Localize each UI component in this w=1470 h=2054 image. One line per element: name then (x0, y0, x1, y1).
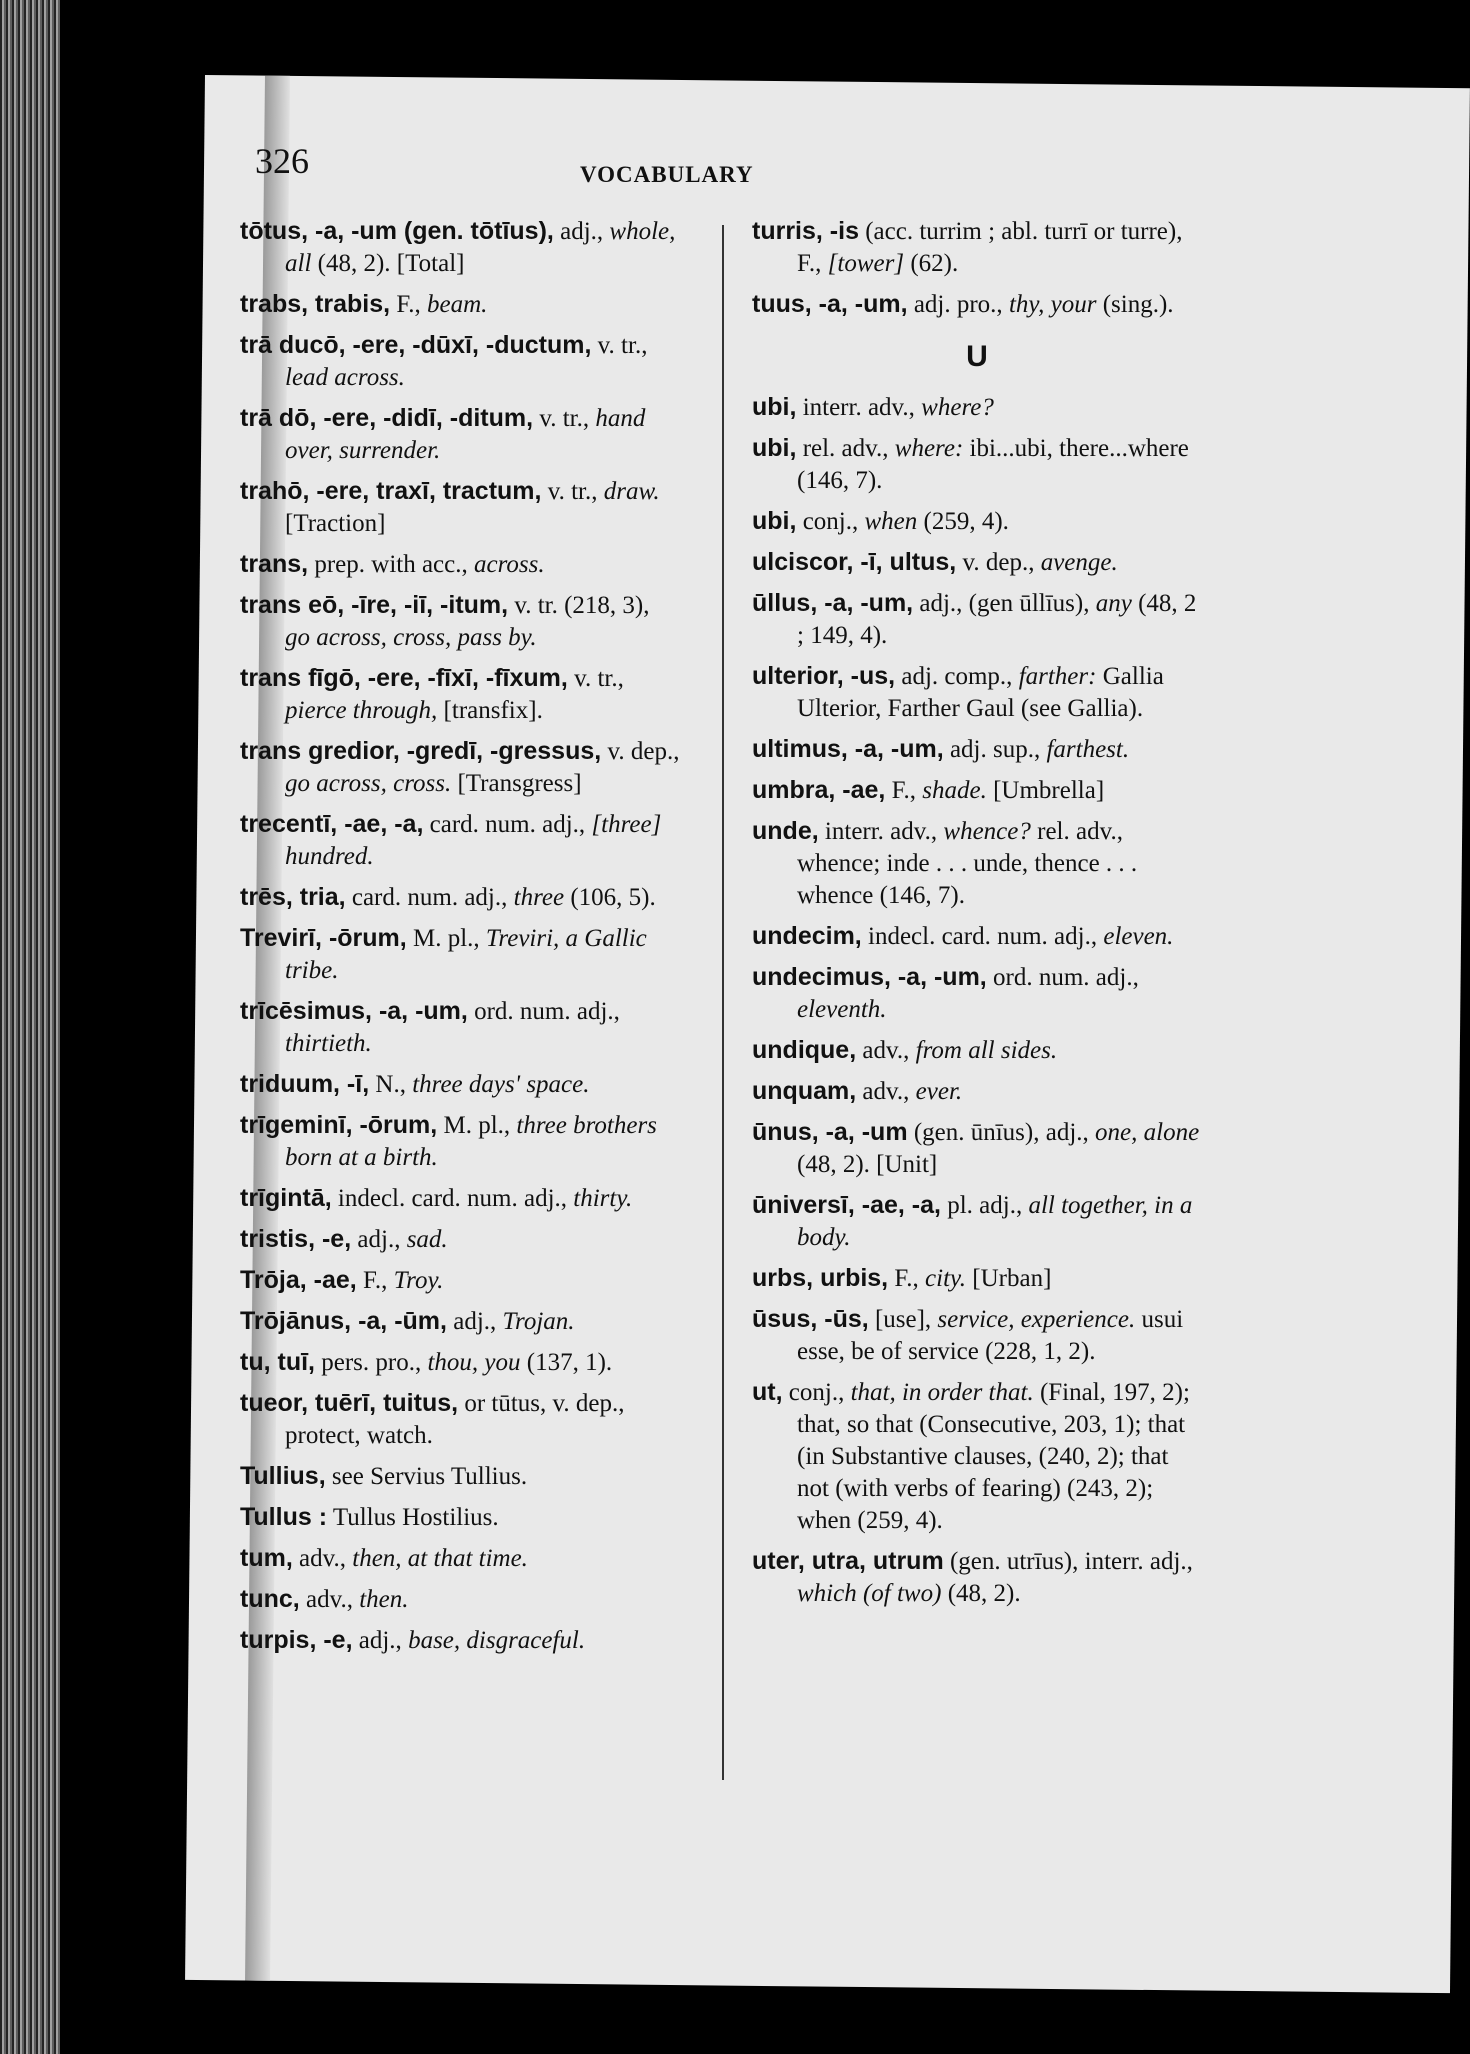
vocab-entry (240, 288, 680, 321)
grammar-note: v. dep., (956, 549, 1041, 576)
vocab-entry (240, 402, 680, 467)
entry-tail: usui esse, be of service (228, 1, 2). (797, 1306, 1184, 1365)
definition: thou, you (427, 1349, 521, 1376)
vocab-entry (752, 1262, 1202, 1295)
headword: Tullius, (240, 1462, 326, 1490)
definition: service, experience. (937, 1306, 1136, 1333)
entry-tail: (Final, 197, 2); that, so that (Consecutive, 203, 1); that (in Substantive clauses, (240, 2); that not (with verbs of fearing) (243, 2); when (259, 4). (797, 1379, 1190, 1534)
vocab-entry (240, 1346, 680, 1379)
headword: trans fīgō, -ere, -fīxī, -fīxum, (240, 664, 568, 692)
headword: trecentī, -ae, -a, (240, 810, 424, 838)
vocab-entry (752, 660, 1202, 725)
entry-tail: (259, 4). (917, 508, 1009, 535)
grammar-note: v. tr., (533, 405, 596, 432)
grammar-note: conj., (782, 1379, 851, 1406)
headword: Trōjānus, -a, -ūm, (240, 1307, 447, 1335)
definition: across. (474, 551, 545, 578)
headword: tunc, (240, 1585, 300, 1613)
definition: lead across. (285, 364, 405, 391)
grammar-note: adv., (856, 1078, 916, 1105)
grammar-note: adj. comp., (895, 663, 1019, 690)
headword: tuus, -a, -um, (752, 290, 908, 318)
definition: base, disgraceful. (408, 1627, 586, 1654)
definition: where: (894, 435, 964, 462)
vocab-entry (240, 1109, 680, 1174)
headword: trabs, trabis, (240, 290, 391, 318)
vocab-entry (240, 735, 680, 800)
vocab-entry (752, 815, 1202, 912)
grammar-note: adv., (299, 1586, 360, 1613)
vocab-entry (752, 733, 1202, 766)
entry-tail: (62). (904, 250, 959, 277)
vocab-entry (752, 1545, 1202, 1610)
definition: whole, all (285, 218, 676, 277)
grammar-note: ord. num. adj., (986, 964, 1139, 991)
vocab-entry (752, 961, 1202, 1026)
definition: whence? (943, 818, 1031, 845)
vocab-entry (752, 1034, 1202, 1067)
definition: beam. (426, 291, 488, 318)
definition: where? (921, 394, 994, 421)
definition: eleven. (1103, 923, 1174, 950)
headword: trēs, tria, (240, 883, 346, 911)
vocab-entry (752, 432, 1202, 497)
entry-tail: [Transgress] (451, 770, 582, 797)
right-column (752, 215, 1202, 1618)
grammar-note: adj., (446, 1308, 503, 1335)
headword: ut, (752, 1378, 783, 1406)
vocab-entry (240, 1501, 680, 1534)
vocab-entry (240, 1387, 680, 1452)
headword: turris, -is (752, 217, 859, 245)
headword: Trevirī, -ōrum, (240, 924, 407, 952)
entry-tail: (sing.). (1096, 291, 1174, 318)
left-column (240, 215, 680, 1665)
headword: tōtus, -a, -um (gen. tōtīus), (240, 217, 554, 245)
grammar-note: adj. sup., (943, 736, 1047, 763)
headword: ubi, (752, 434, 797, 462)
vocab-entry (752, 546, 1202, 579)
definition: farther: (1018, 663, 1097, 690)
definition: shade. (922, 777, 987, 804)
vocab-entry (752, 215, 1202, 280)
definition: when (864, 508, 918, 535)
definition: Treviri, a Gallic tribe. (285, 925, 647, 984)
vocab-entry (752, 1376, 1202, 1537)
headword: trīgeminī, -ōrum, (240, 1111, 438, 1139)
headword: urbs, urbis, (752, 1264, 889, 1292)
definition: sad. (406, 1226, 448, 1253)
definition: farthest. (1046, 736, 1130, 763)
vocab-entry (240, 1264, 680, 1297)
vocab-entry (752, 1303, 1202, 1368)
grammar-note: v. tr., (541, 478, 604, 505)
vocab-entry (240, 808, 680, 873)
entry-tail: tūtus, v. dep., protect, watch. (285, 1390, 625, 1449)
grammar-note: conj., (796, 508, 865, 535)
entry-tail: rel. adv., whence; inde . . . unde, thence . . . whence (146, 7). (797, 818, 1138, 909)
grammar-note: F., (356, 1267, 394, 1294)
grammar-note: (gen. ūnīus), adj., (907, 1119, 1096, 1146)
vocab-entry (240, 1182, 680, 1215)
headword: tueor, tuērī, tuitus, (240, 1389, 459, 1417)
entry-tail: Tullus Hostilius. (332, 1504, 499, 1531)
vocab-entry (240, 922, 680, 987)
headword: unquam, (752, 1077, 857, 1105)
book-spine-edge (0, 0, 60, 2054)
vocab-entry (752, 1075, 1202, 1108)
headword: trā ducō, -ere, -dūxī, -ductum, (240, 331, 592, 359)
grammar-note: adj., (553, 218, 610, 245)
definition: three brothers born at a birth. (285, 1112, 657, 1171)
entry-tail: [Traction] (285, 510, 386, 537)
grammar-note: rel. adv., (796, 435, 895, 462)
grammar-note: card. num. adj., (423, 811, 592, 838)
definition: one, alone (1095, 1119, 1200, 1146)
definition: thirtieth. (285, 1030, 372, 1057)
vocab-entry (240, 1542, 680, 1575)
definition: Troy. (393, 1267, 444, 1294)
vocab-entry (240, 1583, 680, 1616)
definition: which (of two) (797, 1580, 942, 1607)
vocab-entry (240, 329, 680, 394)
grammar-note: adj. pro., (907, 291, 1009, 318)
vocab-entry (752, 288, 1202, 321)
entry-tail: Servius Tullius. (370, 1463, 528, 1490)
grammar-note: pl. adj., (940, 1192, 1029, 1219)
headword: Tullus : (240, 1503, 328, 1531)
vocab-entry (240, 1223, 680, 1256)
entry-tail: (48, 2). [Total] (311, 250, 465, 277)
grammar-note: F., (390, 291, 427, 318)
grammar-note: interr. adv., (818, 818, 944, 845)
vocab-entry (752, 774, 1202, 807)
grammar-note: indecl. card. num. adj., (331, 1185, 574, 1212)
definition: then, at that time. (352, 1545, 528, 1572)
headword: trans gredior, -gredī, -gressus, (240, 737, 602, 765)
headword: tum, (240, 1544, 293, 1572)
entry-tail: (48, 2). (941, 1580, 1021, 1607)
column-divider (722, 225, 724, 1780)
grammar-note: F., (885, 777, 923, 804)
vocab-entry (752, 587, 1202, 652)
entry-tail: [Urban] (966, 1265, 1052, 1292)
headword: ulterior, -us, (752, 662, 896, 690)
definition: city. (925, 1265, 967, 1292)
headword: ūnus, -a, -um (752, 1118, 908, 1146)
vocab-entry (752, 505, 1202, 538)
definition: go across, cross, pass by. (285, 624, 537, 651)
vocab-entry (752, 920, 1202, 953)
entry-tail: (106, 5). (564, 884, 656, 911)
headword: turpis, -e, (240, 1626, 353, 1654)
definition: pierce through, (285, 697, 438, 724)
definition: ever. (915, 1078, 963, 1105)
running-head: VOCABULARY (580, 162, 754, 187)
entry-tail: (137, 1). (520, 1349, 613, 1376)
definition: Trojan. (502, 1308, 575, 1335)
grammar-note: adj., (gen ūllīus), (913, 590, 1096, 617)
grammar-note: v. tr. (218, 3), (508, 592, 650, 619)
grammar-note: [use], (868, 1306, 938, 1333)
grammar-note: adj., (351, 1226, 407, 1253)
definition: from all sides. (915, 1037, 1058, 1064)
headword: triduum, -ī, (240, 1070, 370, 1098)
headword: tristis, -e, (240, 1225, 352, 1253)
definition: [three] hundred. (285, 811, 662, 870)
entry-tail: [transfix]. (437, 697, 543, 724)
definition: three (513, 884, 565, 911)
headword: trans eō, -īre, -iī, -itum, (240, 591, 509, 619)
definition: thy, your (1008, 291, 1097, 318)
grammar-note: indecl. card. num. adj., (861, 923, 1104, 950)
headword: ūsus, -ūs, (752, 1305, 869, 1333)
headword: trīcēsimus, -a, -um, (240, 997, 468, 1025)
vocab-entry (752, 1189, 1202, 1254)
headword: trahō, -ere, traxī, tractum, (240, 477, 542, 505)
headword: Trōja, -ae, (240, 1266, 357, 1294)
vocab-entry (240, 475, 680, 540)
vocab-entry (240, 215, 680, 280)
definition: draw. (603, 478, 660, 505)
headword: undique, (752, 1036, 857, 1064)
vocab-entry (240, 589, 680, 654)
grammar-note: ord. num. adj., (467, 998, 620, 1025)
definition: [tower] (827, 250, 905, 277)
entry-tail: [Umbrella] (986, 777, 1105, 804)
grammar-note: v. dep., (601, 738, 680, 765)
grammar-note: prep. with acc., (308, 551, 474, 578)
vocab-entry (240, 548, 680, 581)
vocab-entry (240, 1624, 680, 1657)
headword: ubi, (752, 393, 797, 421)
grammar-note: see (325, 1463, 371, 1490)
grammar-note: adj., (352, 1627, 409, 1654)
definition: that, in order that. (850, 1379, 1034, 1406)
grammar-note: v. tr., (567, 665, 624, 692)
grammar-note: (acc. turrim ; abl. turrī or turre), F., (797, 218, 1183, 277)
definition: hand over, surrender. (285, 405, 646, 464)
grammar-note: adv., (292, 1545, 353, 1572)
definition: thirty. (573, 1185, 633, 1212)
definition: eleventh. (797, 996, 887, 1023)
definition: three days' space. (412, 1071, 590, 1098)
vocab-entry (240, 1068, 680, 1101)
vocab-entry (240, 881, 680, 914)
vocab-entry (752, 1116, 1202, 1181)
grammar-note: M. pl., (437, 1112, 517, 1139)
headword: undecimus, -a, -um, (752, 963, 987, 991)
grammar-note: adv., (856, 1037, 916, 1064)
headword: uter, utra, utrum (752, 1547, 944, 1575)
headword: tu, tuī, (240, 1348, 315, 1376)
definition: then. (359, 1586, 409, 1613)
vocab-entry (240, 995, 680, 1060)
headword: trīgintā, (240, 1184, 332, 1212)
entry-tail: ibi...ubi, there...where (146, 7). (797, 435, 1189, 494)
page-number: 326 (255, 141, 309, 181)
definition: go across, cross. (285, 770, 452, 797)
headword: undecim, (752, 922, 862, 950)
grammar-note: or (458, 1390, 492, 1417)
entry-tail: Gallia Ulterior, Farther Gaul (see Gallia). (797, 663, 1164, 722)
grammar-note: pers. pro., (314, 1349, 428, 1376)
vocab-entry (240, 662, 680, 727)
headword: trans, (240, 550, 309, 578)
headword: ubi, (752, 507, 797, 535)
headword: ultimus, -a, -um, (752, 735, 944, 763)
entry-tail: (48, 2 ; 149, 4). (797, 590, 1197, 649)
grammar-note: M. pl., (406, 925, 486, 952)
headword: ulciscor, -ī, ultus, (752, 548, 957, 576)
grammar-note: card. num. adj., (345, 884, 514, 911)
entry-tail: (48, 2). [Unit] (797, 1151, 938, 1178)
grammar-note: v. tr., (591, 332, 648, 359)
headword: trā dō, -ere, -didī, -ditum, (240, 404, 534, 432)
definition: all together, in a body. (797, 1192, 1193, 1251)
vocab-entry (752, 391, 1202, 424)
grammar-note: (gen. utrīus), interr. adj., (943, 1548, 1193, 1575)
vocab-entry (240, 1305, 680, 1338)
grammar-note: F., (888, 1265, 926, 1292)
grammar-note: interr. adv., (796, 394, 922, 421)
section-letter: U (966, 340, 988, 373)
headword: ūniversī, -ae, -a, (752, 1191, 941, 1219)
headword: ūllus, -a, -um, (752, 589, 914, 617)
grammar-note: N., (369, 1071, 413, 1098)
headword: umbra, -ae, (752, 776, 886, 804)
definition: avenge. (1040, 549, 1118, 576)
headword: unde, (752, 817, 819, 845)
vocab-entry (240, 1460, 680, 1493)
definition: any (1095, 590, 1132, 617)
